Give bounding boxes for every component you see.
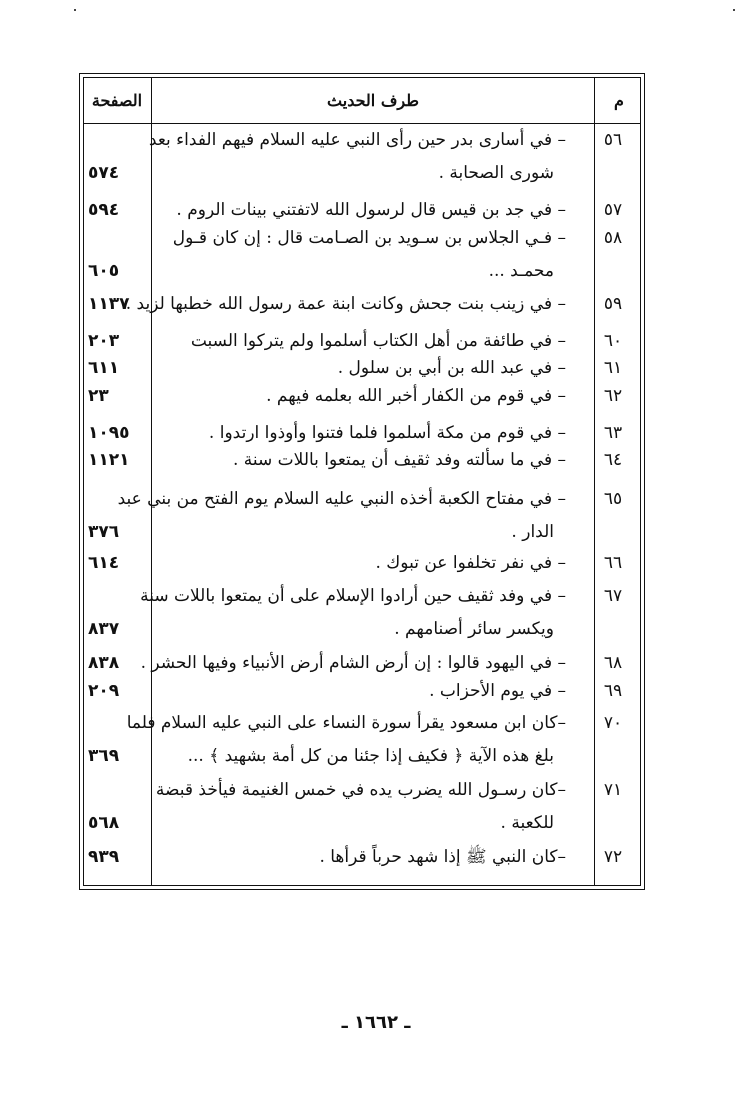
hadith-text-line: – في جد بن قيس قال لرسول الله لاتفتني بينات الروم .	[176, 200, 566, 220]
row-page: ٢٣	[88, 386, 109, 406]
row-number: ٦٤	[603, 450, 623, 470]
header-number: م	[614, 91, 624, 110]
row-number: ٦٣	[603, 423, 623, 443]
hadith-text-line: الدار .	[511, 522, 554, 542]
row-page: ٦١١	[88, 358, 120, 378]
row-page: ١١٣٧	[88, 294, 130, 314]
row-number: ٧٠	[603, 713, 623, 733]
row-page: ٢٠٩	[88, 681, 120, 701]
hadith-text-line: –كان رسـول الله يضرب يده في خمس الغنيمة فيأخذ قبضة	[155, 780, 566, 800]
hadith-text-line: – في وفد ثقيف حين أرادوا الإسلام على أن يمتعوا باللات سنة	[140, 586, 566, 606]
row-page: ٦١٤	[88, 553, 120, 573]
hadith-text-line: – في طائفة من أهل الكتاب أسلموا ولم يتركوا السبت	[190, 331, 566, 351]
scan-mark-right	[733, 9, 735, 11]
row-number: ٥٨	[603, 228, 623, 248]
hadith-text-line: ويكسر سائر أصنامهم .	[394, 619, 554, 639]
hadith-text-line: – في قوم من مكة أسلموا فلما فتنوا وأوذوا ارتدوا .	[208, 423, 566, 443]
row-page: ٥٧٤	[88, 163, 120, 183]
row-number: ٦٥	[603, 489, 623, 509]
row-number: ٦٩	[603, 681, 623, 701]
hadith-text-line: – في عبد الله بن أبي بن سلول .	[337, 358, 566, 378]
header-page: الصفحة	[91, 91, 143, 110]
page-number: ـ ١٦٦٢ ـ	[341, 1012, 411, 1033]
row-number: ٥٧	[603, 200, 623, 220]
row-number: ٦٧	[603, 586, 623, 606]
row-page: ٢٠٣	[88, 331, 120, 351]
column-divider-page	[151, 78, 152, 885]
hadith-text-line: للكعبة .	[500, 813, 554, 833]
table-inner-border	[83, 77, 641, 886]
row-number: ٦٦	[603, 553, 623, 573]
row-page: ٦٠٥	[88, 261, 120, 281]
row-page: ١١٢١	[88, 450, 130, 470]
hadith-text-line: بلغ هذه الآية ﴿ فكيف إذا جئنا من كل أمة بشهيد ﴾ ...	[187, 746, 554, 766]
row-number: ٦٠	[603, 331, 623, 351]
hadith-text-line: – في اليهود قالوا : إن أرض الشام أرض الأنبياء وفيها الحشر .	[140, 653, 566, 673]
row-page: ٨٣٧	[88, 619, 120, 639]
hadith-text-line: –كان ابن مسعود يقرأ سورة النساء على النبي عليه السلام فلما	[126, 713, 566, 733]
row-page: ١٠٩٥	[88, 423, 130, 443]
row-page: ٩٣٩	[88, 847, 120, 867]
hadith-text-line: محمـد ...	[488, 261, 554, 281]
row-number: ٧٢	[603, 847, 623, 867]
hadith-index-table	[79, 73, 645, 890]
header-hadith: طرف الحديث	[327, 91, 419, 110]
hadith-text-line: – في قوم من الكفار أخبر الله بعلمه فيهم .	[266, 386, 566, 406]
hadith-text-line: – في ما سألته وفد ثقيف أن يمتعوا باللات سنة .	[232, 450, 566, 470]
row-number: ٦١	[603, 358, 623, 378]
hadith-text-line: – في أسارى بدر حين رأى النبي عليه السلام فيهم الفداء بعد	[148, 130, 566, 150]
row-page: ٥٦٨	[88, 813, 120, 833]
header-divider	[84, 123, 640, 124]
row-number: ٥٩	[603, 294, 623, 314]
hadith-text-line: –كان النبي ﷺ إذا شهد حرباً قرأها .	[319, 847, 566, 867]
row-page: ٥٩٤	[88, 200, 120, 220]
scan-mark-left	[74, 9, 76, 11]
row-page: ٣٦٩	[88, 746, 120, 766]
hadith-text-line: – في مفتاح الكعبة أخذه النبي عليه السلام يوم الفتح من بني عبد	[117, 489, 566, 509]
hadith-text-line: – فـي الجلاس بن سـويد بن الصـامت قال : إن كان قـول	[172, 228, 566, 248]
hadith-text-line: – في يوم الأحزاب .	[429, 681, 566, 701]
row-number: ٦٨	[603, 653, 623, 673]
row-number: ٥٦	[603, 130, 623, 150]
row-number: ٦٢	[603, 386, 623, 406]
hadith-text-line: شورى الصحابة .	[438, 163, 554, 183]
hadith-text-line: – في نفر تخلفوا عن تبوك .	[375, 553, 566, 573]
hadith-text-line: – في زينب بنت جحش وكانت ابنة عمة رسول الله خطبها لزيد .	[125, 294, 566, 314]
row-number: ٧١	[603, 780, 623, 800]
row-page: ٣٧٦	[88, 522, 120, 542]
row-page: ٨٣٨	[88, 653, 120, 673]
